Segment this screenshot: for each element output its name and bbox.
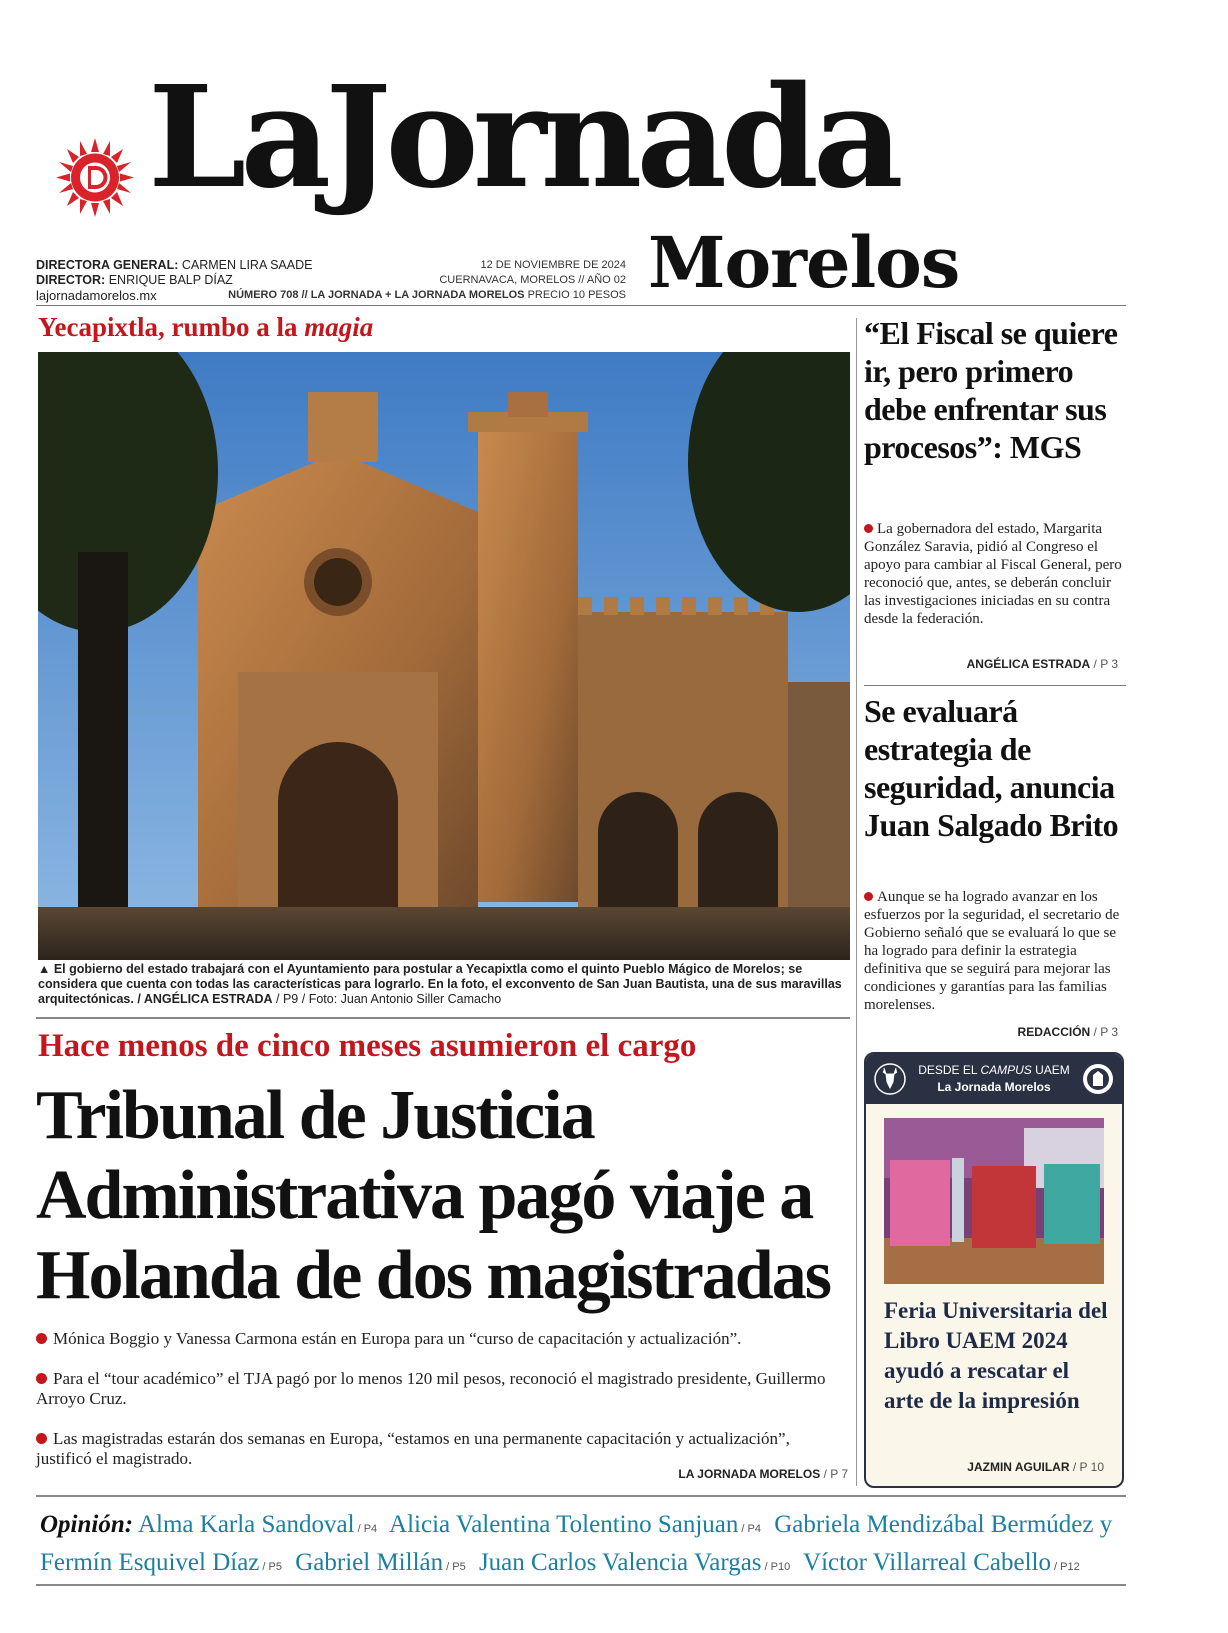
- lead-bullet-2: Para el “tour académico” el TJA pagó por lo menos 120 mil pesos, reconoció el magistrado presidente, Guillermo Arroyo Cruz.: [36, 1369, 826, 1408]
- lead-headline[interactable]: Tribunal de Justicia Administrativa pagó viaje a Holanda de dos magistradas: [36, 1077, 830, 1314]
- story2-headline[interactable]: Se evaluará estrategia de seguridad, anuncia Juan Salgado Brito: [864, 693, 1119, 843]
- opinion-label: Opinión:: [40, 1511, 134, 1538]
- issue-number: NÚMERO 708 // LA JORNADA + LA JORNADA MORELOS PRECIO 10 PESOS: [228, 289, 626, 301]
- opinion-page-6: / P12: [1054, 1561, 1080, 1573]
- staff-director-general: DIRECTORA GENERAL: CARMEN LIRA SAADE: [36, 258, 313, 272]
- campus-headline[interactable]: Feria Universitaria del Libro UAEM 2024 ayudó a rescatar el arte de la impresión: [884, 1298, 1108, 1413]
- lead-bullet-1: Mónica Boggio y Vanessa Carmona están en Europa para un “curso de capacitación y actualización”.: [36, 1329, 846, 1349]
- story-rule: [36, 1017, 850, 1019]
- opinion-author-2[interactable]: Alicia Valentina Tolentino Sanjuan: [389, 1511, 739, 1538]
- campus-credit: JAZMIN AGUILAR / P 10: [967, 1460, 1104, 1474]
- masthead-rule: [36, 305, 1126, 306]
- issue-place: CUERNAVACA, MORELOS // AÑO 02: [439, 274, 626, 286]
- opinion-author-4[interactable]: Gabriel Millán: [295, 1549, 444, 1576]
- campus-band-line1: DESDE EL CAMPUS UAEM: [918, 1063, 1070, 1077]
- lead-credit: LA JORNADA MORELOS / P 7: [678, 1467, 848, 1481]
- story2-credit: REDACCIÓN / P 3: [1017, 1025, 1118, 1039]
- bullet-dot-icon: [36, 1373, 47, 1384]
- bullet-dot-icon: [864, 892, 873, 901]
- campus-uaem-box[interactable]: [864, 1052, 1124, 1488]
- staff-director: DIRECTOR: ENRIQUE BALP DÍAZ: [36, 273, 233, 287]
- column-divider: [856, 318, 857, 1486]
- photo-caption: ▲ El gobierno del estado trabajará con el Ayuntamiento para postular a Yecapixtla como el quinto Pueblo Mágico de Morelos; se considera que cuenta con todas las características para lograrlo. En la foto, el exconvento de San Juan Bautista, una de sus maravillas arquitectónicas. / ANGÉLICA ESTRADA / P9 / Foto: Juan Antonio Siller Camacho: [38, 962, 842, 1006]
- campus-band: [866, 1054, 1122, 1104]
- masthead-subtitle: Morelos: [648, 221, 960, 304]
- lead-story-kicker: Hace menos de cinco meses asumieron el cargo: [38, 1028, 697, 1064]
- opinion-author-5[interactable]: Juan Carlos Valencia Vargas: [478, 1549, 762, 1576]
- masthead-title: LaJornada: [148, 56, 898, 220]
- deer-icon: [874, 1062, 906, 1096]
- right-rule-1: [864, 685, 1126, 686]
- opinion-page-3: / P5: [262, 1561, 282, 1573]
- university-seal-icon: [1082, 1062, 1114, 1096]
- top-story-kicker: Yecapixtla, rumbo a la magia: [38, 312, 374, 342]
- church-photo: [38, 352, 850, 960]
- story1-headline[interactable]: “El Fiscal se quiere ir, pero primero debe enfrentar sus procesos”: MGS: [864, 315, 1118, 465]
- opinion-bar: [40, 1508, 1130, 1584]
- opinion-rule-bottom: [36, 1584, 1126, 1586]
- story2-body: Aunque se ha logrado avanzar en los esfuerzos por la seguridad, el secretario de Gobierno señaló que se evaluará lo que se ha logrado para definir la estrategia definitiva que se seguirá para mejorar las condiciones y garantías para las familias morelenses.: [864, 889, 1120, 1013]
- book-fair-photo: [884, 1118, 1104, 1284]
- opinion-author-3[interactable]: Gabriela Mendizábal Bermúdez y Fermín Esquivel Díaz: [40, 1511, 1113, 1576]
- opinion-page-4: / P5: [446, 1561, 466, 1573]
- bullet-dot-icon: [36, 1433, 47, 1444]
- opinion-rule-top: [36, 1495, 1126, 1497]
- sun-logo-icon: [50, 130, 140, 225]
- issue-date: 12 DE NOVIEMBRE DE 2024: [480, 259, 626, 271]
- opinion-page-1: / P4: [357, 1523, 378, 1535]
- opinion-author-6[interactable]: Víctor Villarreal Cabello: [803, 1549, 1051, 1576]
- bullet-dot-icon: [864, 524, 873, 533]
- story1-body: La gobernadora del estado, Margarita González Saravia, pidió al Congreso el apoyo para cambiar al Fiscal General, pero reconoció que, antes, se deberán concluir las investigaciones iniciadas en su contra desde la federación.: [864, 521, 1122, 627]
- lead-bullet-3: Las magistradas estarán dos semanas en Europa, “estamos en una permanente capacitación y actualización”, justificó el magistrado.: [36, 1429, 790, 1468]
- campus-band-line2: La Jornada Morelos: [937, 1080, 1051, 1094]
- website-link[interactable]: lajornadamorelos.mx: [36, 288, 157, 303]
- story1-credit: ANGÉLICA ESTRADA / P 3: [966, 657, 1118, 671]
- opinion-author-1[interactable]: Alma Karla Sandoval: [137, 1511, 355, 1538]
- opinion-page-2: / P4: [741, 1523, 761, 1535]
- bullet-dot-icon: [36, 1333, 47, 1344]
- opinion-page-5: / P10: [764, 1561, 791, 1573]
